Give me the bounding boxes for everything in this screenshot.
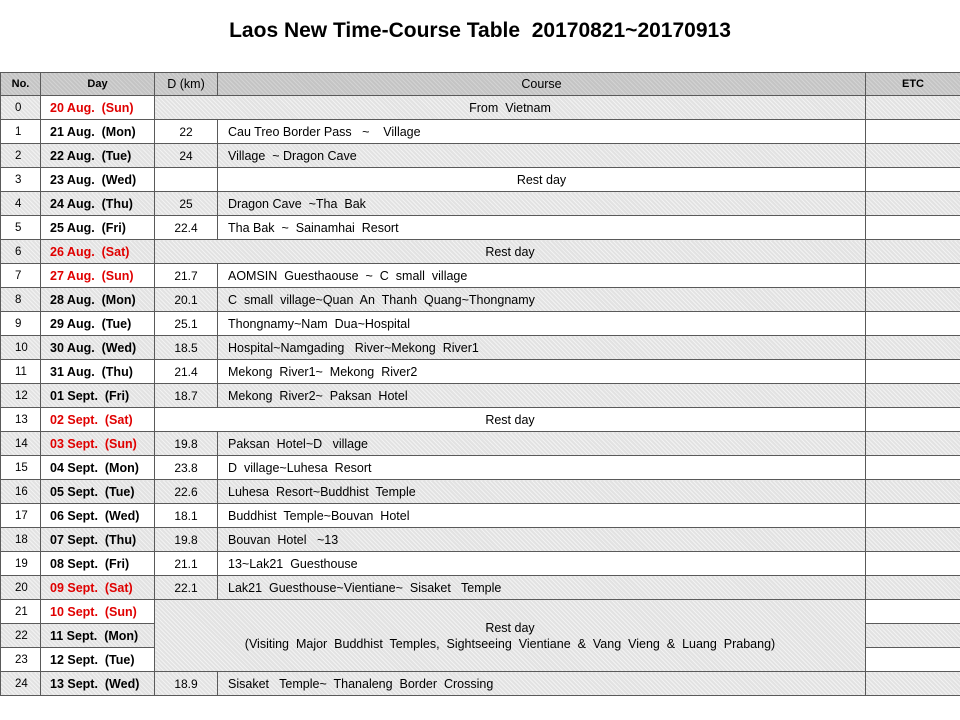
row-day: 11 Sept. (Mon): [41, 624, 155, 648]
table-row: [1, 240, 960, 264]
table-row: [1, 96, 960, 120]
row-distance: 22: [155, 120, 218, 144]
row-etc: [866, 504, 960, 528]
row-no: 16: [1, 480, 41, 504]
row-no: 24: [1, 672, 41, 696]
row-no: 1: [1, 120, 41, 144]
row-day: 13 Sept. (Wed): [41, 672, 155, 696]
row-etc: [866, 552, 960, 576]
row-no: 11: [1, 360, 41, 384]
row-day: 24 Aug. (Thu): [41, 192, 155, 216]
table-row: [1, 312, 960, 336]
header-etc: ETC: [866, 73, 960, 96]
row-distance: 20.1: [155, 288, 218, 312]
row-day: 29 Aug. (Tue): [41, 312, 155, 336]
row-etc: [866, 168, 960, 192]
row-etc: [866, 624, 960, 648]
row-distance: 21.4: [155, 360, 218, 384]
row-day: 20 Aug. (Sun): [41, 96, 155, 120]
row-etc: [866, 120, 960, 144]
table-row: [1, 552, 960, 576]
row-distance: 18.9: [155, 672, 218, 696]
row-etc: [866, 144, 960, 168]
table-row: [1, 288, 960, 312]
merged-rest-title: Rest day: [485, 620, 535, 635]
row-etc: [866, 456, 960, 480]
row-no: 22: [1, 624, 41, 648]
row-distance: 23.8: [155, 456, 218, 480]
table-row: [1, 144, 960, 168]
row-no: 2: [1, 144, 41, 168]
row-day: 03 Sept. (Sun): [41, 432, 155, 456]
table-row: [1, 600, 960, 624]
row-course: From Vietnam: [155, 96, 866, 120]
row-etc: [866, 384, 960, 408]
row-distance: 18.7: [155, 384, 218, 408]
course-table: [0, 72, 960, 696]
row-no: 6: [1, 240, 41, 264]
table-row: [1, 384, 960, 408]
row-etc: [866, 240, 960, 264]
row-no: 21: [1, 600, 41, 624]
header-day: Day: [41, 73, 155, 96]
row-distance: 21.7: [155, 264, 218, 288]
merged-rest-detail: (Visiting Major Buddhist Temples, Sightseeing Vientiane & Vang Vieng & Luang Prabang): [244, 636, 776, 651]
row-day: 08 Sept. (Fri): [41, 552, 155, 576]
row-etc: [866, 312, 960, 336]
header-distance: D (km): [155, 73, 218, 96]
table-row: [1, 576, 960, 600]
row-etc: [866, 288, 960, 312]
row-course: Thongnamy~Nam Dua~Hospital: [218, 312, 866, 336]
row-day: 28 Aug. (Mon): [41, 288, 155, 312]
row-course: Bouvan Hotel ~13: [218, 528, 866, 552]
row-day: 05 Sept. (Tue): [41, 480, 155, 504]
page-title: Laos New Time-Course Table 20170821~20170913: [229, 19, 731, 42]
row-etc: [866, 264, 960, 288]
row-etc: [866, 96, 960, 120]
row-day: 01 Sept. (Fri): [41, 384, 155, 408]
row-no: 5: [1, 216, 41, 240]
table-row: [1, 360, 960, 384]
row-etc: [866, 216, 960, 240]
row-no: 18: [1, 528, 41, 552]
row-course: Village ~ Dragon Cave: [218, 144, 866, 168]
row-day: 26 Aug. (Sat): [41, 240, 155, 264]
table-row: [1, 480, 960, 504]
table-row: [1, 264, 960, 288]
row-course: Tha Bak ~ Sainamhai Resort: [218, 216, 866, 240]
row-distance: 25.1: [155, 312, 218, 336]
row-no: 0: [1, 96, 41, 120]
merged-rest-cell: [155, 600, 866, 672]
row-day: 23 Aug. (Wed): [41, 168, 155, 192]
row-no: 19: [1, 552, 41, 576]
table-row: [1, 336, 960, 360]
row-course: C small village~Quan An Thanh Quang~Thongnamy: [218, 288, 866, 312]
row-course: Hospital~Namgading River~Mekong River1: [218, 336, 866, 360]
row-distance: 22.4: [155, 216, 218, 240]
row-etc: [866, 192, 960, 216]
row-course: Sisaket Temple~ Thanaleng Border Crossing: [218, 672, 866, 696]
row-distance: [155, 168, 218, 192]
row-no: 9: [1, 312, 41, 336]
row-day: 31 Aug. (Thu): [41, 360, 155, 384]
row-day: 27 Aug. (Sun): [41, 264, 155, 288]
row-day: 07 Sept. (Thu): [41, 528, 155, 552]
table-row: [1, 456, 960, 480]
row-distance: 18.1: [155, 504, 218, 528]
row-distance: 21.1: [155, 552, 218, 576]
table-row: [1, 528, 960, 552]
row-distance: 24: [155, 144, 218, 168]
row-course: AOMSIN Guesthaouse ~ C small village: [218, 264, 866, 288]
row-day: 22 Aug. (Tue): [41, 144, 155, 168]
table-row: [1, 168, 960, 192]
row-no: 13: [1, 408, 41, 432]
row-course: Lak21 Guesthouse~Vientiane~ Sisaket Temple: [218, 576, 866, 600]
row-distance: 18.5: [155, 336, 218, 360]
row-etc: [866, 576, 960, 600]
row-distance: 25: [155, 192, 218, 216]
row-no: 12: [1, 384, 41, 408]
row-no: 15: [1, 456, 41, 480]
row-distance: 19.8: [155, 432, 218, 456]
header-no: No.: [1, 73, 41, 96]
row-distance: 19.8: [155, 528, 218, 552]
table-header-row: [1, 73, 960, 96]
row-course: Dragon Cave ~Tha Bak: [218, 192, 866, 216]
table-row: [1, 408, 960, 432]
row-etc: [866, 648, 960, 672]
row-day: 21 Aug. (Mon): [41, 120, 155, 144]
table-row: [1, 504, 960, 528]
row-no: 7: [1, 264, 41, 288]
row-course: Cau Treo Border Pass ~ Village: [218, 120, 866, 144]
row-course: Rest day: [155, 408, 866, 432]
row-course: Luhesa Resort~Buddhist Temple: [218, 480, 866, 504]
row-course: Paksan Hotel~D village: [218, 432, 866, 456]
row-no: 4: [1, 192, 41, 216]
row-etc: [866, 360, 960, 384]
table-row: [1, 672, 960, 696]
row-course: Mekong River1~ Mekong River2: [218, 360, 866, 384]
table-row: [1, 192, 960, 216]
row-no: 8: [1, 288, 41, 312]
row-day: 25 Aug. (Fri): [41, 216, 155, 240]
row-no: 10: [1, 336, 41, 360]
row-etc: [866, 408, 960, 432]
row-etc: [866, 432, 960, 456]
row-day: 04 Sept. (Mon): [41, 456, 155, 480]
row-day: 30 Aug. (Wed): [41, 336, 155, 360]
row-etc: [866, 528, 960, 552]
row-etc: [866, 480, 960, 504]
row-distance: 22.1: [155, 576, 218, 600]
row-day: 10 Sept. (Sun): [41, 600, 155, 624]
row-course: Rest day: [218, 168, 866, 192]
row-course: Buddhist Temple~Bouvan Hotel: [218, 504, 866, 528]
row-no: 23: [1, 648, 41, 672]
row-course: Rest day: [155, 240, 866, 264]
row-etc: [866, 600, 960, 624]
row-day: 12 Sept. (Tue): [41, 648, 155, 672]
row-etc: [866, 336, 960, 360]
row-day: 06 Sept. (Wed): [41, 504, 155, 528]
row-course: D village~Luhesa Resort: [218, 456, 866, 480]
row-etc: [866, 672, 960, 696]
row-no: 17: [1, 504, 41, 528]
row-course: 13~Lak21 Guesthouse: [218, 552, 866, 576]
row-no: 3: [1, 168, 41, 192]
table-row: [1, 216, 960, 240]
row-course: Mekong River2~ Paksan Hotel: [218, 384, 866, 408]
table-row: [1, 432, 960, 456]
row-no: 20: [1, 576, 41, 600]
row-day: 09 Sept. (Sat): [41, 576, 155, 600]
header-course: Course: [218, 73, 866, 96]
row-distance: 22.6: [155, 480, 218, 504]
row-no: 14: [1, 432, 41, 456]
row-day: 02 Sept. (Sat): [41, 408, 155, 432]
table-row: [1, 120, 960, 144]
